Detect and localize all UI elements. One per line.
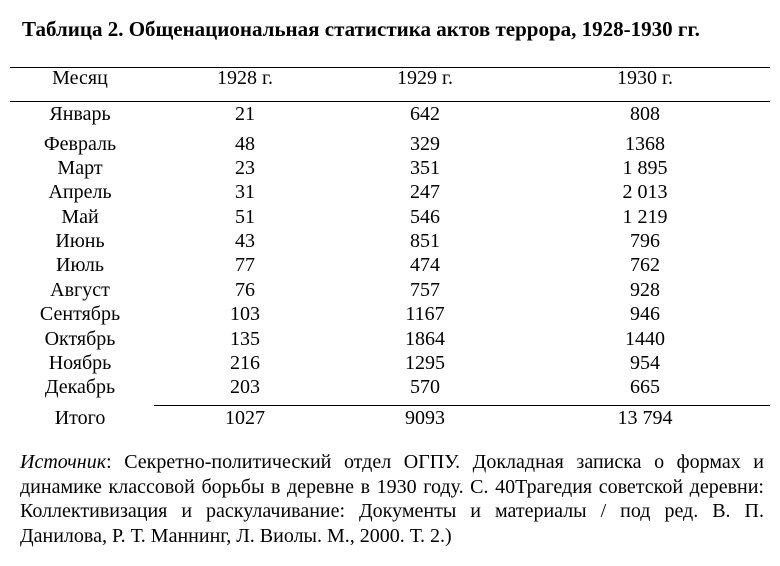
header-1929: 1929 г. (397, 67, 453, 89)
value-1930: 2 013 (622, 181, 668, 203)
header-1928: 1928 г. (217, 67, 273, 89)
value-1930: 1 219 (622, 206, 668, 228)
value-1928: 43 (235, 230, 255, 252)
total-1928: 1027 (225, 407, 265, 429)
month-cell: Январь (49, 103, 111, 125)
value-1929: 570 (410, 376, 440, 398)
month-cell: Август (50, 279, 110, 301)
table-row (0, 205, 780, 229)
table-total-row (0, 406, 780, 430)
month-cell: Октябрь (44, 328, 116, 350)
value-1930: 954 (630, 352, 660, 374)
month-cell: Сентябрь (39, 303, 121, 325)
month-cell: Март (57, 157, 103, 179)
value-1930: 796 (630, 230, 660, 252)
table-row (0, 302, 780, 326)
value-1928: 77 (235, 254, 255, 276)
table-row (0, 102, 780, 126)
value-1929: 546 (410, 206, 440, 228)
month-cell: Февраль (43, 133, 117, 155)
value-1928: 48 (235, 133, 255, 155)
value-1930: 1 895 (622, 157, 668, 179)
value-1929: 851 (410, 230, 440, 252)
value-1928: 51 (235, 206, 255, 228)
value-1930: 808 (630, 103, 660, 125)
value-1928: 103 (230, 303, 260, 325)
table-row (0, 375, 780, 399)
table-row (0, 278, 780, 302)
source-label: Источник (20, 451, 107, 473)
table-row (0, 253, 780, 277)
value-1929: 1864 (405, 328, 445, 350)
value-1929: 247 (410, 181, 440, 203)
table-header-row (0, 66, 780, 90)
value-1929: 351 (410, 157, 440, 179)
table-row (0, 156, 780, 180)
value-1930: 928 (630, 279, 660, 301)
value-1929: 474 (410, 254, 440, 276)
value-1928: 31 (235, 181, 255, 203)
value-1930: 1440 (625, 328, 665, 350)
value-1928: 21 (235, 103, 255, 125)
table-row (0, 351, 780, 375)
total-1930: 13 794 (617, 407, 673, 429)
total-label: Итого (54, 407, 106, 429)
value-1928: 23 (235, 157, 255, 179)
source-note (20, 450, 764, 548)
value-1930: 665 (630, 376, 660, 398)
value-1930: 762 (630, 254, 660, 276)
value-1929: 1167 (405, 303, 445, 325)
value-1928: 135 (230, 328, 260, 350)
month-cell: Апрель (48, 181, 112, 203)
table-row (0, 327, 780, 351)
value-1928: 203 (230, 376, 260, 398)
value-1928: 216 (230, 352, 260, 374)
month-cell: Ноябрь (48, 352, 112, 374)
value-1929: 642 (410, 103, 440, 125)
table-row (0, 132, 780, 156)
header-month: Месяц (52, 67, 108, 89)
value-1930: 946 (630, 303, 660, 325)
table-row (0, 229, 780, 253)
table-row (0, 180, 780, 204)
value-1929: 757 (410, 279, 440, 301)
month-cell: Июнь (55, 230, 105, 252)
table-title: Таблица 2. Общенациональная статистика актов террора, 1928-1930 гг. (22, 17, 700, 41)
value-1930: 1368 (625, 133, 665, 155)
month-cell: Май (61, 206, 99, 228)
value-1929: 1295 (405, 352, 445, 374)
value-1929: 329 (410, 133, 440, 155)
source-text: : Секретно-политический отдел ОГПУ. Докладная записка о формах и динамике классовой борьбы в деревне в 1930 году. С. 40Трагедия советской деревни: Коллективизация и раскулачивание: Документы и материалы / под ред. В. П. Данилова, Р. Т. Маннинг, Л. Виолы. М., 2000. Т. 2.) (20, 451, 764, 547)
value-1928: 76 (235, 279, 255, 301)
header-1930: 1930 г. (617, 67, 673, 89)
month-cell: Декабрь (44, 376, 116, 398)
total-1929: 9093 (405, 407, 445, 429)
month-cell: Июль (56, 254, 104, 276)
